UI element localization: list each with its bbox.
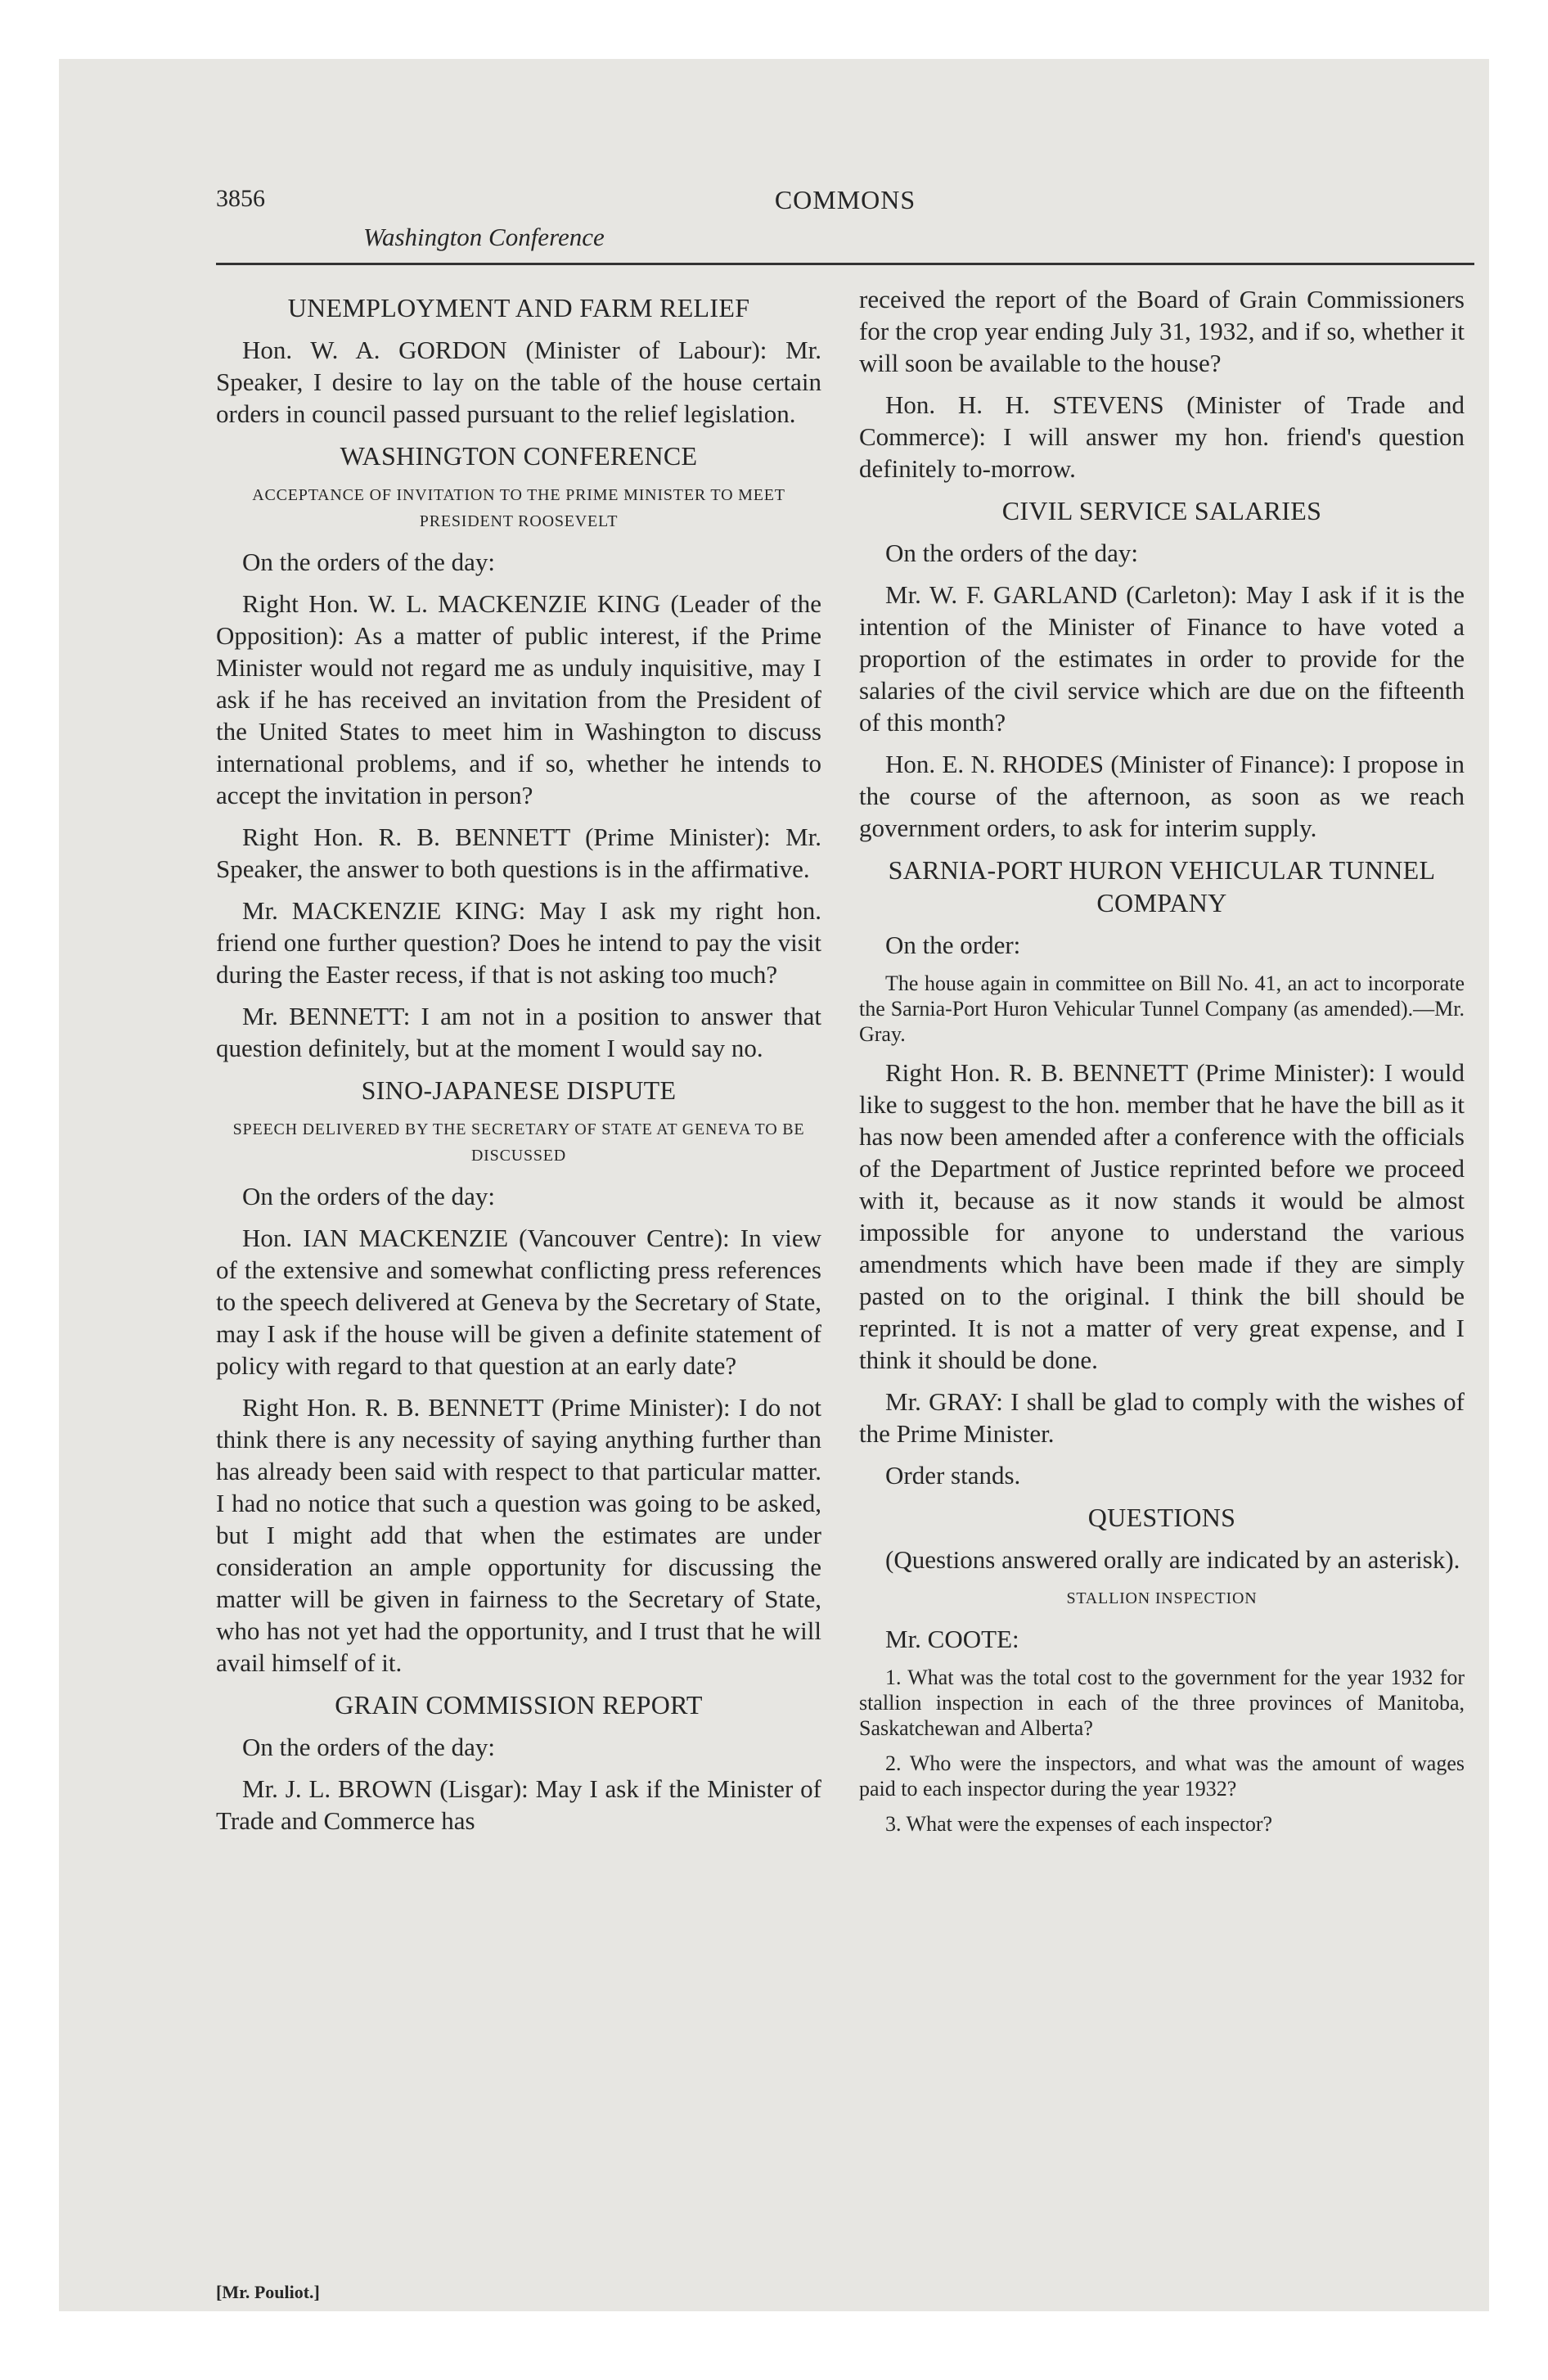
right-column (859, 283, 1465, 1846)
question-item: 3. What were the expenses of each inspector? (885, 1812, 1273, 1836)
paragraph: received the report of the Board of Grain Commissioners for the crop year ending July 31, 1932, and if so, whether it will soon be available to the house? (859, 285, 1465, 377)
header-rule (216, 263, 1474, 265)
paragraph: Mr. GRAY: I shall be glad to comply with the wishes of the Prime Minister. (859, 1387, 1465, 1448)
paragraph: Mr. MACKENZIE KING: May I ask my right hon. friend one further question? Does he intend to pay the visit during the Easter recess, if that is not asking too much? (216, 896, 821, 989)
section-heading: UNEMPLOYMENT AND FARM RELIEF (287, 293, 750, 322)
section-subheading: ACCEPTANCE OF INVITATION TO THE PRIME MINISTER TO MEET PRESIDENT ROOSEVELT (252, 486, 785, 530)
hansard-page (216, 180, 1474, 2300)
paragraph: Mr. J. L. BROWN (Lisgar): May I ask if the Minister of Trade and Commerce has (216, 1774, 821, 1835)
paragraph: Mr. COOTE: (885, 1625, 1019, 1653)
paragraph: Right Hon. R. B. BENNETT (Prime Minister): Mr. Speaker, the answer to both questions is in the affirmative. (216, 823, 821, 883)
section-heading: SINO-JAPANESE DISPUTE (361, 1075, 677, 1105)
section-heading: SARNIA-PORT HURON VEHICULAR TUNNEL COMPANY (888, 855, 1436, 917)
scanned-sheet (59, 59, 1489, 2311)
paragraph: Right Hon. W. L. MACKENZIE KING (Leader of the Opposition): As a matter of public interest, if the Prime Minister would not regard me as unduly inquisitive, may I ask if he has received an invitation from the President of the United States to meet him in Washington to discuss international problems, and if so, whether he intends to accept the invitation in person? (216, 589, 821, 809)
paragraph: On the order: (885, 931, 1021, 959)
section-heading: CIVIL SERVICE SALARIES (1001, 496, 1322, 525)
paragraph: The house again in committee on Bill No. 41, an act to incorporate the Sarnia-Port Huron Vehicular Tunnel Company (as amended).—Mr. Gray. (859, 971, 1465, 1046)
paragraph: Right Hon. R. B. BENNETT (Prime Minister): I do not think there is any necessity of saying anything further than has already been said with respect to that particular matter. I had no notice that such a question was going to be asked, but I might add that when the estimates are under consideration an ample opportunity for discussing the matter will be given in fairness to the Secretary of State, who has not yet had the opportunity, and I trust that he will avail himself of it. (216, 1393, 821, 1677)
section-heading: QUESTIONS (1087, 1503, 1236, 1532)
running-title: Washington Conference (363, 223, 605, 251)
paragraph: Mr. W. F. GARLAND (Carleton): May I ask if it is the intention of the Minister of Finance to have voted a proportion of the estimates in order to provide for the salaries of the civil service which are due on the fifteenth of this month? (859, 580, 1465, 737)
section-subheading: SPEECH DELIVERED BY THE SECRETARY OF STATE AT GENEVA TO BE DISCUSSED (232, 1120, 805, 1165)
speaker-note: [Mr. Pouliot.] (216, 2282, 320, 2302)
section-heading: WASHINGTON CONFERENCE (340, 441, 698, 471)
chamber-title: COMMONS (774, 185, 916, 214)
paragraph: On the orders of the day: (885, 539, 1139, 567)
left-column (216, 283, 821, 1846)
question-item: 1. What was the total cost to the government for the year 1932 for stallion inspection in each of the three provinces of Manitoba, Saskatchewan and Alberta? (859, 1666, 1465, 1740)
paragraph: Order stands. (885, 1461, 1021, 1490)
paragraph: Mr. BENNETT: I am not in a position to answer that question definitely, but at the moment I would say no. (216, 1002, 821, 1062)
page-number: 3856 (216, 185, 265, 212)
paragraph: (Questions answered orally are indicated by an asterisk). (885, 1545, 1460, 1574)
section-heading: GRAIN COMMISSION REPORT (335, 1690, 703, 1720)
paragraph: Hon. E. N. RHODES (Minister of Finance): I propose in the course of the afternoon, as soon as we reach government orders, to ask for interim supply. (859, 750, 1465, 842)
paragraph: On the orders of the day: (242, 1182, 496, 1210)
paragraph: On the orders of the day: (242, 1733, 496, 1761)
paragraph: Right Hon. R. B. BENNETT (Prime Minister): I would like to suggest to the hon. member that he have the bill as it has now been amended after a conference with the officials of the Department of Justice reprinted before we proceed with it, because as it now stands it would be almost impossible for anyone to understand the various amendments which have been made if they are simply pasted on to the original. I think the bill should be reprinted. It is not a matter of very great expense, and I think it should be done. (859, 1058, 1465, 1374)
section-subheading: STALLION INSPECTION (1066, 1589, 1258, 1607)
paragraph: On the orders of the day: (242, 548, 496, 576)
paragraph: Hon. IAN MACKENZIE (Vancouver Centre): In view of the extensive and somewhat conflicting press references to the speech delivered at Geneva by the Secretary of State, may I ask if the house will be given a definite statement of policy with regard to that question at an early date? (216, 1224, 821, 1380)
paragraph: Hon. W. A. GORDON (Minister of Labour): Mr. Speaker, I desire to lay on the table of the house certain orders in council passed pursuant to the relief legislation. (216, 336, 821, 428)
question-item: 2. Who were the inspectors, and what was the amount of wages paid to each inspector during the year 1932? (859, 1751, 1465, 1801)
paragraph: Hon. H. H. STEVENS (Minister of Trade and Commerce): I will answer my hon. friend's question definitely to-morrow. (859, 390, 1465, 483)
